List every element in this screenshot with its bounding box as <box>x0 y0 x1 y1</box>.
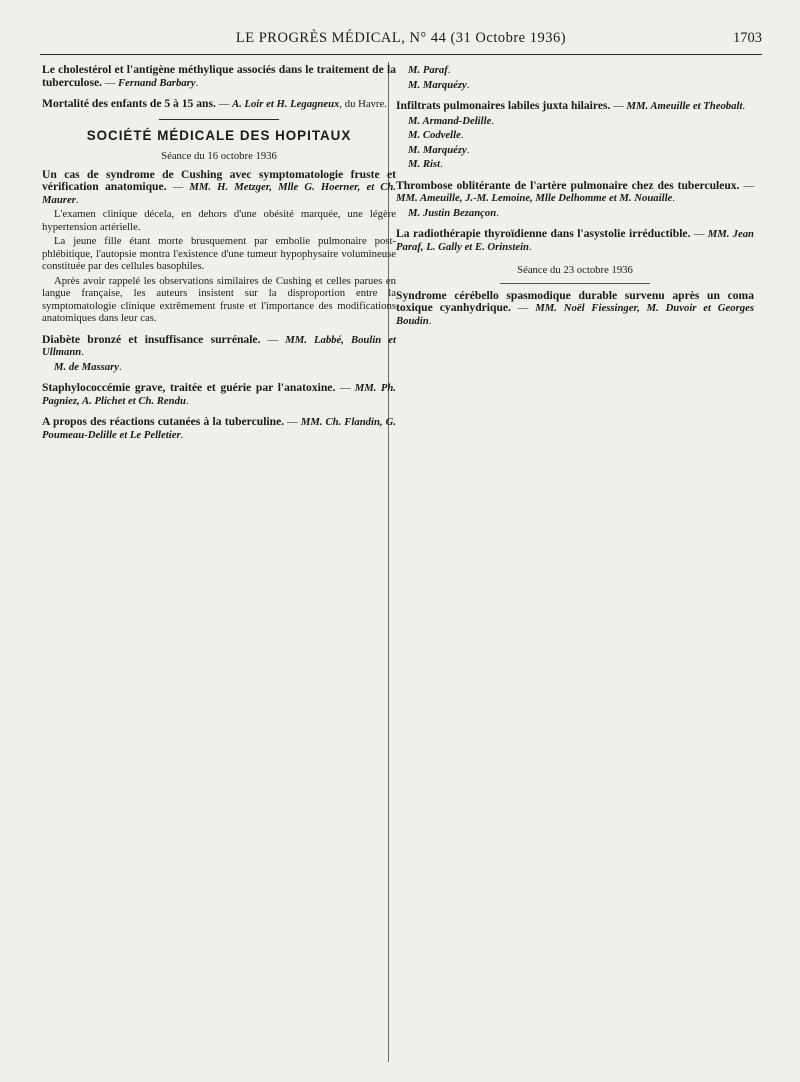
article-title: Thrombose oblitérante de l'artère pulmonaire chez des tuberculeux. <box>396 178 740 192</box>
article-authors: MM. Noël Fiessinger, M. Duvoir et Georges Boudin <box>396 302 754 327</box>
article-title: Un cas de syndrome de Cushing avec symptomatologie fruste et vérification anatomique. <box>42 167 396 193</box>
paragraph: M. de Massary. <box>54 360 122 373</box>
article-title: Syndrome cérébello spasmodique durable survenu après un coma toxique cyanhydrique. <box>396 288 754 314</box>
article-authors: MM. Jean Paraf, L. Gally et E. Orinstein <box>396 228 754 253</box>
article-title: Infiltrats pulmonaires labiles juxta hilaires. <box>396 99 611 112</box>
speaker-name: M. Armand-Delille <box>408 114 492 127</box>
paragraph: Après avoir rappelé les observations similaires de Cushing et celles parues en langue française, les auteurs insistent sur la disproportion entre la symptomatologie clinique extrêmement fruste et l'importance des modifications anatomiques dans leur cas. <box>42 274 396 324</box>
article-authors: MM. Ameuille, J.-M. Lemoine, Mlle Delhomme et M. Nouaille <box>396 192 673 204</box>
page-number: 1703 <box>733 30 762 46</box>
paragraph: M. Rist. <box>408 158 443 170</box>
paragraph: M. Justin Bezançon. <box>408 206 499 219</box>
seance-rule <box>500 283 650 284</box>
running-head <box>40 30 762 52</box>
article-mortalite: Mortalité des enfants de 5 à 15 ans. — A. Loir et H. Legagneux, du Havre. <box>42 97 387 110</box>
article-infiltrats: Infiltrats pulmonaires labiles juxta hilaires. — MM. Ameuille et Theobalt. <box>396 99 746 112</box>
article-authors: MM. Ameuille et Theobalt <box>626 100 743 112</box>
paragraph: M. Codvelle. <box>408 129 464 141</box>
paragraph: La jeune fille étant morte brusquement par embolie pulmonaire post-phlébitique, l'autopsie montra l'existence d'une tumeur hypophysaire volumineuse constituée par des cellules basophiles. <box>42 235 396 272</box>
article-syndrome-cerebello: Syndrome cérébello spasmodique durable survenu après un coma toxique cyanhydrique. — MM. Noël Fiessinger, M. Duvoir et Georges Boudin. <box>396 288 754 327</box>
article-tail: , du Havre. <box>339 98 387 110</box>
article-title: Mortalité des enfants de 5 à 15 ans. <box>42 97 216 110</box>
paragraph: M. Armand-Delille. <box>408 114 494 127</box>
paragraph: M. Marquézy. <box>408 143 470 156</box>
speaker-name: M. Marquézy <box>408 143 467 156</box>
paragraph: L'examen clinique décela, en dehors d'une obésité marquée, une légère hypertension artérielle. <box>42 208 396 233</box>
seance-date: Séance du 16 octobre 1936 <box>161 150 277 162</box>
article-authors: MM. H. Metzger, Mlle G. Hoerner, et Ch. Maurer <box>42 181 397 206</box>
speaker-name: M. Marquézy <box>408 78 467 91</box>
article-tuberculine: A propos des réactions cutanées à la tuberculine. — MM. Ch. Flandin, G. Poumeau-Delille et Le Pelletier. <box>42 415 396 441</box>
article-authors: Fernand Barbary <box>118 76 196 89</box>
speaker-name: M. Justin Bezançon <box>408 206 497 219</box>
article-authors: A. Loir et H. Legagneux <box>231 98 340 110</box>
seance-date: Séance du 23 octobre 1936 <box>517 264 633 276</box>
header-rule <box>40 54 762 55</box>
left-column <box>42 64 396 443</box>
article-authors: MM. Labbé, Boulin et Ullmann <box>42 333 396 358</box>
article-title: La radiothérapie thyroïdienne dans l'asystolie irréductible. <box>396 227 691 240</box>
article-cushing: Un cas de syndrome de Cushing avec symptomatologie fruste et vérification anatomique. — MM. H. Metzger, Mlle G. Hoerner, et Ch. Maurer. <box>42 167 397 206</box>
paragraph: M. Marquézy. <box>408 78 470 91</box>
article-authors: MM. Ph. Pagniez, A. Plichet et Ch. Rendu <box>42 382 396 407</box>
society-heading: SOCIÉTÉ MÉDICALE DES HOPITAUX <box>86 127 352 143</box>
speaker-name: M. Codvelle <box>408 129 461 141</box>
article-cholesterol: Le cholestérol et l'antigène méthylique associés dans le traitement de la tuberculose. — Fernand Barbary. <box>42 63 396 89</box>
section-rule <box>159 119 279 120</box>
speaker-name: M. de Massary <box>54 360 120 373</box>
article-staphylococcemie: Staphylococcémie grave, traitée et guérie par l'anatoxine. — MM. Ph. Pagniez, A. Plichet et Ch. Rendu. <box>42 381 396 407</box>
article-diabete: Diabète bronzé et insuffisance surrénale. — MM. Labbé, Boulin et Ullmann. <box>42 332 396 358</box>
speaker-name: M. Rist <box>408 158 441 170</box>
article-title: Diabète bronzé et insuffisance surrénale. <box>42 332 261 346</box>
speaker-name: M. Paraf <box>408 64 448 76</box>
article-radiotherapie: La radiothérapie thyroïdienne dans l'asystolie irréductible. — MM. Jean Paraf, L. Gally et E. Orinstein. <box>396 227 754 253</box>
paragraph: M. Paraf. <box>408 64 451 76</box>
spacer <box>396 255 754 262</box>
right-column <box>396 64 754 329</box>
article-title: Le cholestérol et l'antigène méthylique associés dans le traitement de la tuberculose. <box>42 63 396 89</box>
article-authors: MM. Ch. Flandin, G. Poumeau-Delille et Le Pelletier <box>42 416 396 441</box>
article-title: Staphylococcémie grave, traitée et guérie par l'anatoxine. <box>42 381 336 394</box>
journal-title: LE PROGRÈS MÉDICAL, N° 44 (31 Octobre 1936) <box>235 30 567 46</box>
article-title: A propos des réactions cutanées à la tuberculine. <box>42 415 285 428</box>
article-thrombose: Thrombose oblitérante de l'artère pulmonaire chez des tuberculeux. — MM. Ameuille, J.-M. Lemoine, Mlle Delhomme et M. Nouaille. <box>396 178 755 204</box>
